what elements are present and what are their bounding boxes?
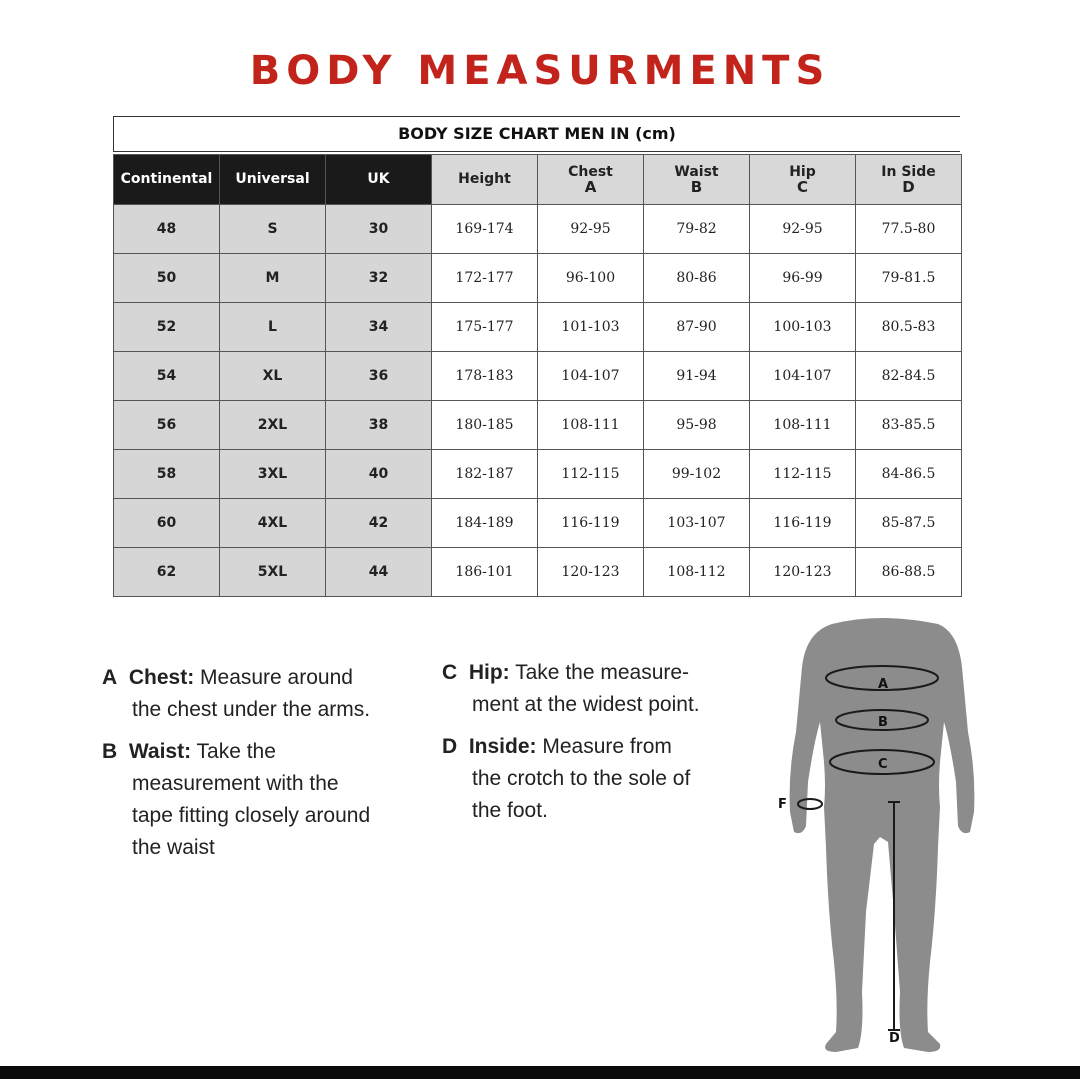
table-cell: 92-95 [538,205,644,254]
table-cell: 40 [326,450,432,499]
table-row [114,205,962,254]
table-cell: 79-81.5 [856,254,962,303]
table-cell: 56 [114,401,220,450]
table-cell: 54 [114,352,220,401]
table-cell: 116-119 [538,499,644,548]
table-cell: 4XL [220,499,326,548]
table-cell: L [220,303,326,352]
hip-letter: C [796,177,808,196]
table-cell: 172-177 [432,254,538,303]
figure-label-f: F [778,797,787,812]
figure-label-d: D [889,1031,900,1046]
table-cell: 77.5-80 [856,205,962,254]
table-cell: 108-111 [538,401,644,450]
table-row [114,401,962,450]
table-cell: 99-102 [644,450,750,499]
figure-label-a: A [878,677,889,692]
table-cell: 116-119 [750,499,856,548]
table-cell: 178-183 [432,352,538,401]
figure-label-b: B [878,715,888,730]
table-cell: 85-87.5 [856,499,962,548]
table-cell: 84-86.5 [856,450,962,499]
table-cell: 44 [326,548,432,597]
body-silhouette-icon [770,612,990,1062]
table-cell: 175-177 [432,303,538,352]
table-cell: 38 [326,401,432,450]
header-row [114,155,962,205]
table-cell: 100-103 [750,303,856,352]
table-cell: 36 [326,352,432,401]
figure-label-c: C [878,757,888,772]
table-cell: 32 [326,254,432,303]
table-cell: 80.5-83 [856,303,962,352]
legend-left [102,662,422,864]
legend-right [442,657,752,827]
inside-letter: D [902,177,915,196]
table-cell: 108-111 [750,401,856,450]
table-cell: M [220,254,326,303]
table-cell: 112-115 [538,450,644,499]
table-cell: 96-99 [750,254,856,303]
column-header-inside: In Side D [856,155,962,205]
table-cell: 58 [114,450,220,499]
table-cell: 92-95 [750,205,856,254]
table-row [114,254,962,303]
legend-chest: A Chest: Measure around the chest under the arms. [102,666,371,721]
table-cell: 60 [114,499,220,548]
legend-hip: C Hip: Take the measure- ment at the widest point. [442,661,700,716]
table-cell: 120-123 [538,548,644,597]
column-header-continental: Continental [114,155,220,205]
table-cell: 104-107 [538,352,644,401]
body-figure [770,612,990,1062]
table-cell: 48 [114,205,220,254]
table-cell: S [220,205,326,254]
table-cell: 180-185 [432,401,538,450]
table-cell: 91-94 [644,352,750,401]
table-cell: 103-107 [644,499,750,548]
table-cell: 62 [114,548,220,597]
table-cell: 96-100 [538,254,644,303]
table-cell: 80-86 [644,254,750,303]
table-cell: 182-187 [432,450,538,499]
table-cell: 34 [326,303,432,352]
table-cell: 104-107 [750,352,856,401]
table-cell: 30 [326,205,432,254]
table-cell: 112-115 [750,450,856,499]
legend-waist: B Waist: Take the measurement with the tape fitting closely around the waist [102,740,371,859]
column-header-height: Height [432,155,538,205]
size-table [113,154,962,597]
table-cell: 79-82 [644,205,750,254]
table-cell: XL [220,352,326,401]
table-row [114,499,962,548]
column-header-hip: Hip C [750,155,856,205]
table-cell: 82-84.5 [856,352,962,401]
legend-inside: D Inside: Measure from the crotch to the sole of the foot. [442,735,691,822]
table-cell: 5XL [220,548,326,597]
column-header-uk: UK [326,155,432,205]
table-cell: 83-85.5 [856,401,962,450]
waist-letter: B [690,177,703,196]
table-cell: 95-98 [644,401,750,450]
table-cell: 184-189 [432,499,538,548]
column-header-chest: Chest A [538,155,644,205]
table-cell: 3XL [220,450,326,499]
table-cell: 42 [326,499,432,548]
chest-letter: A [584,177,597,196]
bottom-bar [0,1066,1080,1079]
table-cell: 108-112 [644,548,750,597]
table-cell: 87-90 [644,303,750,352]
table-row [114,352,962,401]
table-cell: 86-88.5 [856,548,962,597]
chart-title: BODY SIZE CHART MEN IN (cm) [113,116,960,152]
table-cell: 120-123 [750,548,856,597]
column-header-universal: Universal [220,155,326,205]
table-cell: 186-101 [432,548,538,597]
table-row [114,548,962,597]
table-cell: 2XL [220,401,326,450]
table-cell: 50 [114,254,220,303]
page-title: BODY MEASURMENTS [249,48,831,94]
table-cell: 169-174 [432,205,538,254]
column-header-waist: Waist B [644,155,750,205]
table-row [114,450,962,499]
table-cell: 52 [114,303,220,352]
table-cell: 101-103 [538,303,644,352]
table-row [114,303,962,352]
size-chart [113,116,961,600]
